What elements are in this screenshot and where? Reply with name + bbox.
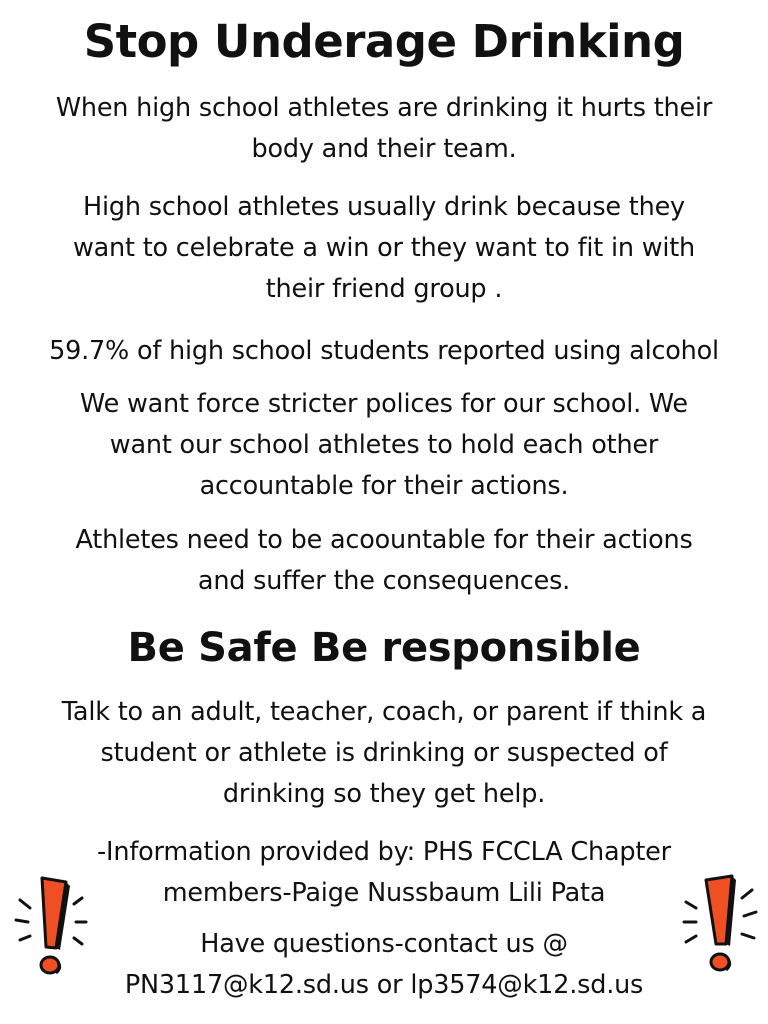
paragraph-health — [0, 88, 768, 170]
text-line: High school athletes usually drink because they — [83, 192, 685, 222]
text-line: When high school athletes are drinking it hurts their — [55, 93, 713, 123]
text-line: their friend group . — [265, 274, 503, 304]
text-line: We want force stricter polices for our school. We — [80, 389, 688, 419]
paragraph-contact — [0, 924, 768, 1006]
text-line: want to celebrate a win or they want to fit in with — [72, 233, 696, 263]
text-line: members-Paige Nussbaum Lili Pata — [162, 878, 606, 908]
exclamation-icon — [680, 870, 760, 980]
paragraph-accountability — [0, 520, 768, 602]
paragraph-statistic — [0, 331, 768, 372]
text-line: Have questions-contact us @ — [200, 929, 568, 959]
subtitle: Be Safe Be responsible — [127, 625, 641, 671]
text-line: student or athlete is drinking or suspected of — [100, 738, 668, 768]
text-line: Talk to an adult, teacher, coach, or parent if think a — [61, 697, 707, 727]
text-line: want our school athletes to hold each other — [109, 430, 659, 460]
text-line: and suffer the consequences. — [197, 566, 571, 596]
paragraph-credits — [0, 832, 768, 914]
text-line: PN3117@k12.sd.us or lp3574@k12.sd.us — [124, 970, 644, 1000]
text-line: Athletes need to be acoountable for their actions — [75, 525, 693, 555]
text-line: body and their team. — [251, 134, 517, 164]
exclamation-icon — [8, 870, 88, 980]
paragraph-policies — [0, 384, 768, 507]
poster-title: Stop Underage Drinking — [83, 15, 685, 68]
text-line: 59.7% of high school students reported using alcohol — [49, 336, 719, 366]
text-line: drinking so they get help. — [222, 779, 546, 809]
paragraph-reasons — [0, 187, 768, 310]
text-line: -Information provided by: PHS FCCLA Chapter — [97, 837, 671, 867]
paragraph-advice — [0, 692, 768, 815]
text-line: accountable for their actions. — [199, 471, 569, 501]
